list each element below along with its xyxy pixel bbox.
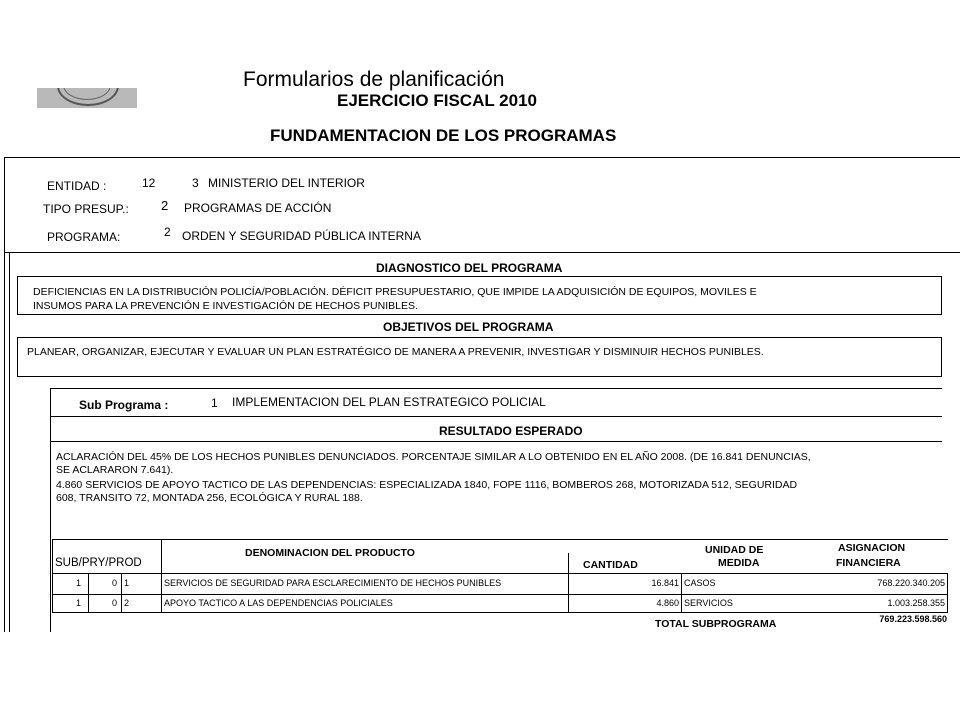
resultado-line-2: SE ACLARARON 7.641).	[56, 464, 174, 476]
frame-left-line	[4, 157, 5, 632]
row-2-pry: 0	[112, 598, 118, 608]
subprograma-top-line	[50, 388, 942, 389]
diagnostico-title: DIAGNOSTICO DEL PROGRAMA	[376, 261, 563, 275]
tipo-presup-code: 2	[161, 198, 169, 213]
main-title: FUNDAMENTACION DE LOS PROGRAMAS	[270, 126, 617, 145]
objetivos-title: OBJETIVOS DEL PROGRAMA	[383, 320, 554, 334]
total-subprograma-value: 769.223.598.560	[879, 614, 947, 624]
fiscal-year-heading: EJERCICIO FISCAL 2010	[337, 91, 537, 110]
col-header-asignacion-line-2: FINANCIERA	[836, 557, 901, 569]
tipo-presup-name: PROGRAMAS DE ACCIÓN	[184, 201, 332, 215]
row-1-cantidad: 16.841	[651, 578, 679, 588]
row-1-sub: 1	[76, 578, 82, 588]
row-1-unidad: CASOS	[684, 578, 716, 588]
col-header-unidad-line-1: UNIDAD DE	[705, 544, 764, 556]
row-1-asignacion: 768.220.340.205	[877, 578, 945, 588]
slide-title: Formularios de planificación	[243, 68, 505, 91]
col-header-asignacion-line-1: ASIGNACION	[838, 542, 906, 554]
total-subprograma-label: TOTAL SUBPROGRAMA	[655, 618, 777, 630]
frame-inner-left-line	[9, 252, 10, 632]
col-header-denominacion: DENOMINACION DEL PRODUCTO	[245, 547, 415, 559]
resultado-line-3: 4.860 SERVICIOS DE APOYO TACTICO DE LAS DEPENDENCIAS: ESPECIALIZADA 1840, FOPE 1116, BOMBEROS 268, MOTORIZADA 512, SEGURIDAD	[56, 479, 798, 491]
programa-name: ORDEN Y SEGURIDAD PÚBLICA INTERNA	[182, 229, 421, 243]
entidad-code-2: 3	[192, 176, 199, 190]
entidad-code-1: 12	[142, 176, 156, 190]
row-2-sub: 1	[76, 598, 82, 608]
frame-top-line	[4, 157, 960, 158]
col-header-sub-pry-prod: SUB/PRY/PROD	[55, 557, 142, 569]
entidad-label: ENTIDAD :	[47, 179, 107, 193]
tipo-presup-label: TIPO PRESUP.:	[43, 202, 129, 216]
subprograma-bottom-line	[50, 416, 942, 417]
diagnostico-line-1: DEFICIENCIAS EN LA DISTRIBUCIÓN POLICÍA/POBLACIÓN. DÉFICIT PRESUPUESTARIO, QUE IMPIDE LA ADQUISICIÓN DE EQUIPOS, MOVILES E	[33, 286, 757, 298]
resultado-title: RESULTADO ESPERADO	[439, 424, 583, 438]
subprograma-left-line	[50, 388, 51, 632]
row-2-unidad: SERVICIOS	[684, 598, 733, 608]
ministry-seal-logo	[37, 88, 137, 108]
row-1-pry: 0	[112, 578, 118, 588]
col-header-cantidad: CANTIDAD	[583, 559, 638, 571]
diagnostico-line-2: INSUMOS PARA LA PREVENCIÓN E INVESTIGACIÓN DE HECHOS PUNIBLES.	[33, 300, 418, 312]
subprograma-name: IMPLEMENTACION DEL PLAN ESTRATEGICO POLICIAL	[232, 395, 546, 409]
row-2-denominacion: APOYO TACTICO A LAS DEPENDENCIAS POLICIALES	[164, 598, 393, 608]
programa-label: PROGRAMA:	[47, 230, 121, 244]
row-1-prod: 1	[124, 578, 130, 588]
entity-bottom-line	[4, 252, 960, 253]
entidad-name: MINISTERIO DEL INTERIOR	[208, 176, 365, 190]
resultado-top-line	[50, 441, 942, 442]
programa-code: 2	[164, 225, 171, 239]
row-2-asignacion: 1.003.258.355	[887, 598, 945, 608]
row-1-denominacion: SERVICIOS DE SEGURIDAD PARA ESCLARECIMIENTO DE HECHOS PUNIBLES	[164, 578, 502, 588]
col-header-unidad-line-2: MEDIDA	[718, 557, 760, 569]
row-2-prod: 2	[124, 598, 130, 608]
subprograma-label: Sub Programa :	[79, 398, 169, 412]
resultado-line-4: 608, TRANSITO 72, MONTADA 256, ECOLÓGICA Y RURAL 188.	[56, 492, 363, 504]
objetivos-text: PLANEAR, ORGANIZAR, EJECUTAR Y EVALUAR UN PLAN ESTRATÉGICO DE MANERA A PREVENIR, INVESTIGAR Y DISMINUIR HECHOS PUNIBLES.	[27, 346, 764, 358]
subprograma-number: 1	[211, 396, 218, 410]
resultado-line-1: ACLARACIÓN DEL 45% DE LOS HECHOS PUNIBLES DENUNCIADOS. PORCENTAJE SIMILAR A LO OBTENIDO EN EL AÑO 2008. (DE 16.841 DENUNCIAS,	[56, 451, 811, 463]
row-2-cantidad: 4.860	[656, 598, 679, 608]
